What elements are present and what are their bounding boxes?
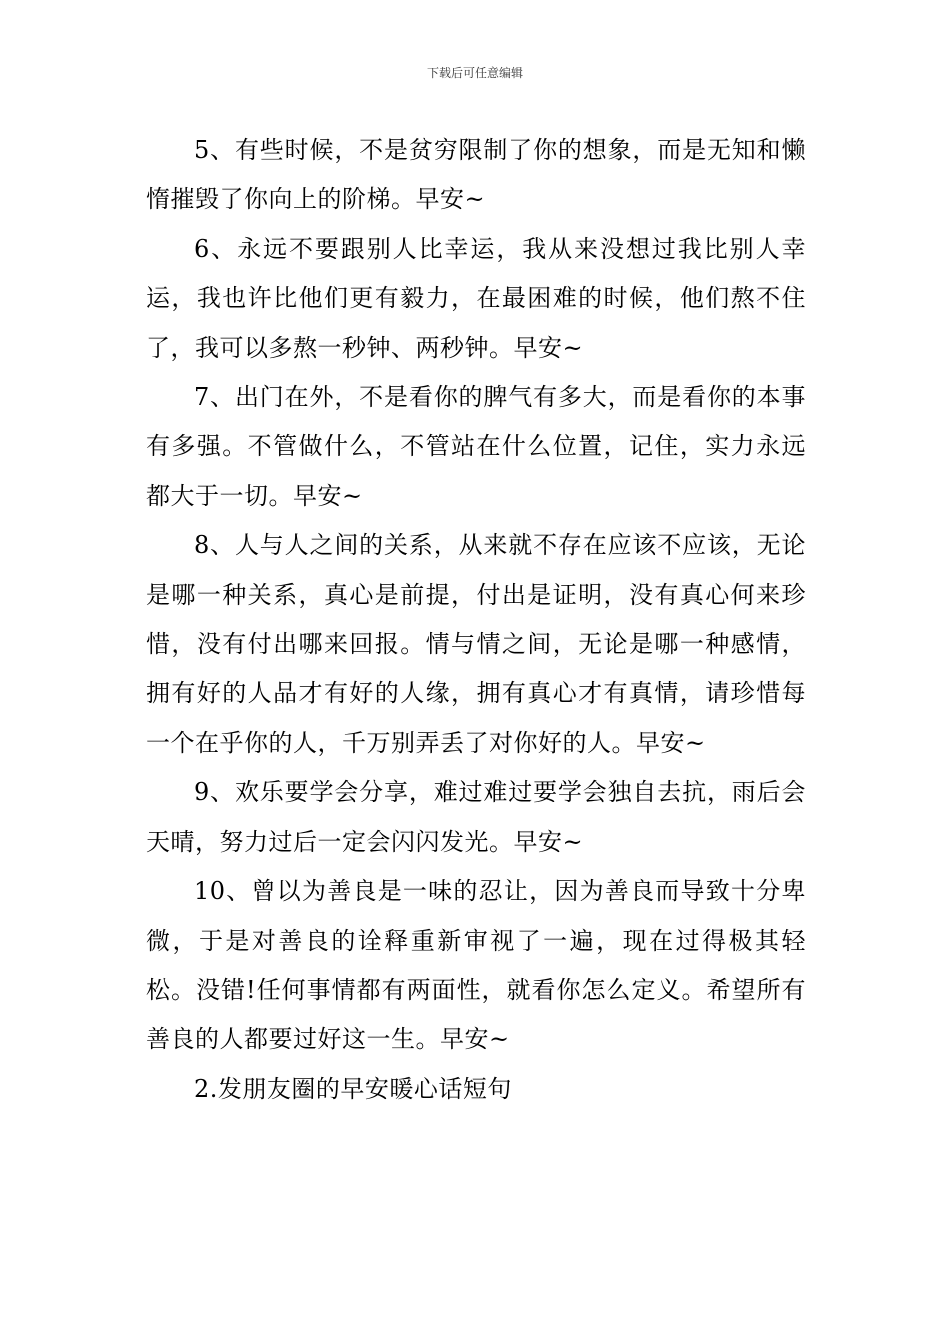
page-header: 下载后可任意编辑 bbox=[426, 66, 523, 80]
paragraph-7: 7、出门在外，不是看你的脾气有多大，而是看你的本事有多强。不管做什么，不管站在什么位置，记住，实力永远都大于一切。早安~ bbox=[146, 383, 806, 510]
section-heading: 2.发朋友圈的早安暖心话短句 bbox=[194, 1074, 512, 1103]
paragraph-9: 9、欢乐要学会分享，难过难过要学会独自去抗，雨后会天晴，努力过后一定会闪闪发光。早安~ bbox=[146, 778, 806, 856]
paragraph-10: 10、曾以为善良是一味的忍让，因为善良而导致十分卑微，于是对善良的诠释重新审视了一遍，现在过得极其轻松。没错!任何事情都有两面性，就看你怎么定义。希望所有善良的人都要过好这一生。早安~ bbox=[146, 877, 806, 1054]
paragraph-5: 5、有些时候，不是贫穷限制了你的想象，而是无知和懒惰摧毁了你向上的阶梯。早安~ bbox=[146, 136, 806, 214]
paragraph-6: 6、永远不要跟别人比幸运，我从来没想过我比别人幸运，我也许比他们更有毅力，在最困难的时候，他们熬不住了，我可以多熬一秒钟、两秒钟。早安~ bbox=[146, 234, 806, 362]
document-body bbox=[146, 126, 806, 1114]
paragraph-8: 8、人与人之间的关系，从来就不存在应该不应该，无论是哪一种关系，真心是前提，付出是证明，没有真心何来珍惜，没有付出哪来回报。情与情之间，无论是哪一种感情，拥有好的人品才有好的人缘，拥有真心才有真情，请珍惜每一个在乎你的人，千万别弄丢了对你好的人。早安~ bbox=[146, 531, 806, 757]
